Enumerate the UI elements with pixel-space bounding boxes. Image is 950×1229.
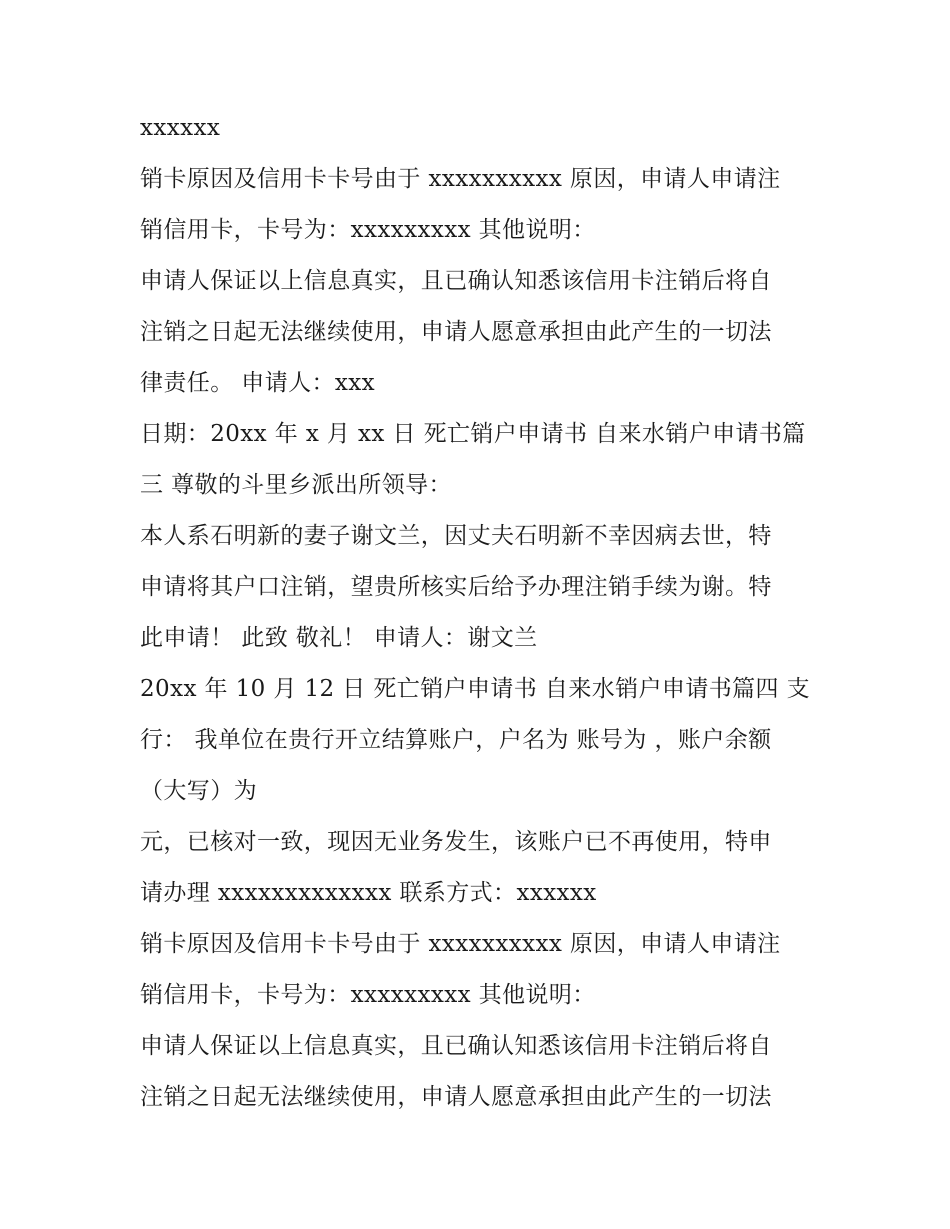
text-line: 20xx 年 10 月 12 日 死亡销户申请书 自来水销户申请书篇四 支	[140, 676, 811, 702]
text-line: xxxxxx	[140, 115, 221, 141]
text-line: 销卡原因及信用卡卡号由于 xxxxxxxxxx 原因，申请人申请注	[140, 931, 781, 957]
document-body	[140, 103, 820, 1123]
text-line: 申请人保证以上信息真实，且已确认知悉该信用卡注销后将自	[140, 1033, 772, 1059]
text-line: 元，已核对一致，现因无业务发生，该账户已不再使用，特申	[140, 829, 772, 855]
text-line: 销卡原因及信用卡卡号由于 xxxxxxxxxx 原因，申请人申请注	[140, 166, 781, 192]
text-line: 日期：20xx 年 x 月 xx 日 死亡销户申请书 自来水销户申请书篇	[140, 421, 806, 447]
text-line: 申请人保证以上信息真实，且已确认知悉该信用卡注销后将自	[140, 268, 772, 294]
text-line: 此申请！ 此致 敬礼！ 申请人：谢文兰	[140, 625, 538, 651]
text-line: 行： 我单位在贵行开立结算账户，户名为 账号为 ，账户余额	[140, 727, 772, 753]
text-line: 三 尊敬的斗里乡派出所领导：	[140, 472, 452, 498]
text-line: 请办理 xxxxxxxxxxxxx 联系方式：xxxxxx	[140, 880, 597, 906]
text-line: （大写）为	[140, 778, 257, 804]
text-line: 申请将其户口注销，望贵所核实后给予办理注销手续为谢。特	[140, 574, 772, 600]
text-line: 本人系石明新的妻子谢文兰，因丈夫石明新不幸因病去世，特	[140, 523, 772, 549]
text-line: 销信用卡，卡号为：xxxxxxxxx 其他说明：	[140, 217, 596, 243]
text-line: 注销之日起无法继续使用，申请人愿意承担由此产生的一切法	[140, 319, 772, 345]
text-line: 律责任。 申请人：xxx	[140, 370, 376, 396]
text-line: 注销之日起无法继续使用，申请人愿意承担由此产生的一切法	[140, 1084, 772, 1110]
text-line: 销信用卡，卡号为：xxxxxxxxx 其他说明：	[140, 982, 596, 1008]
